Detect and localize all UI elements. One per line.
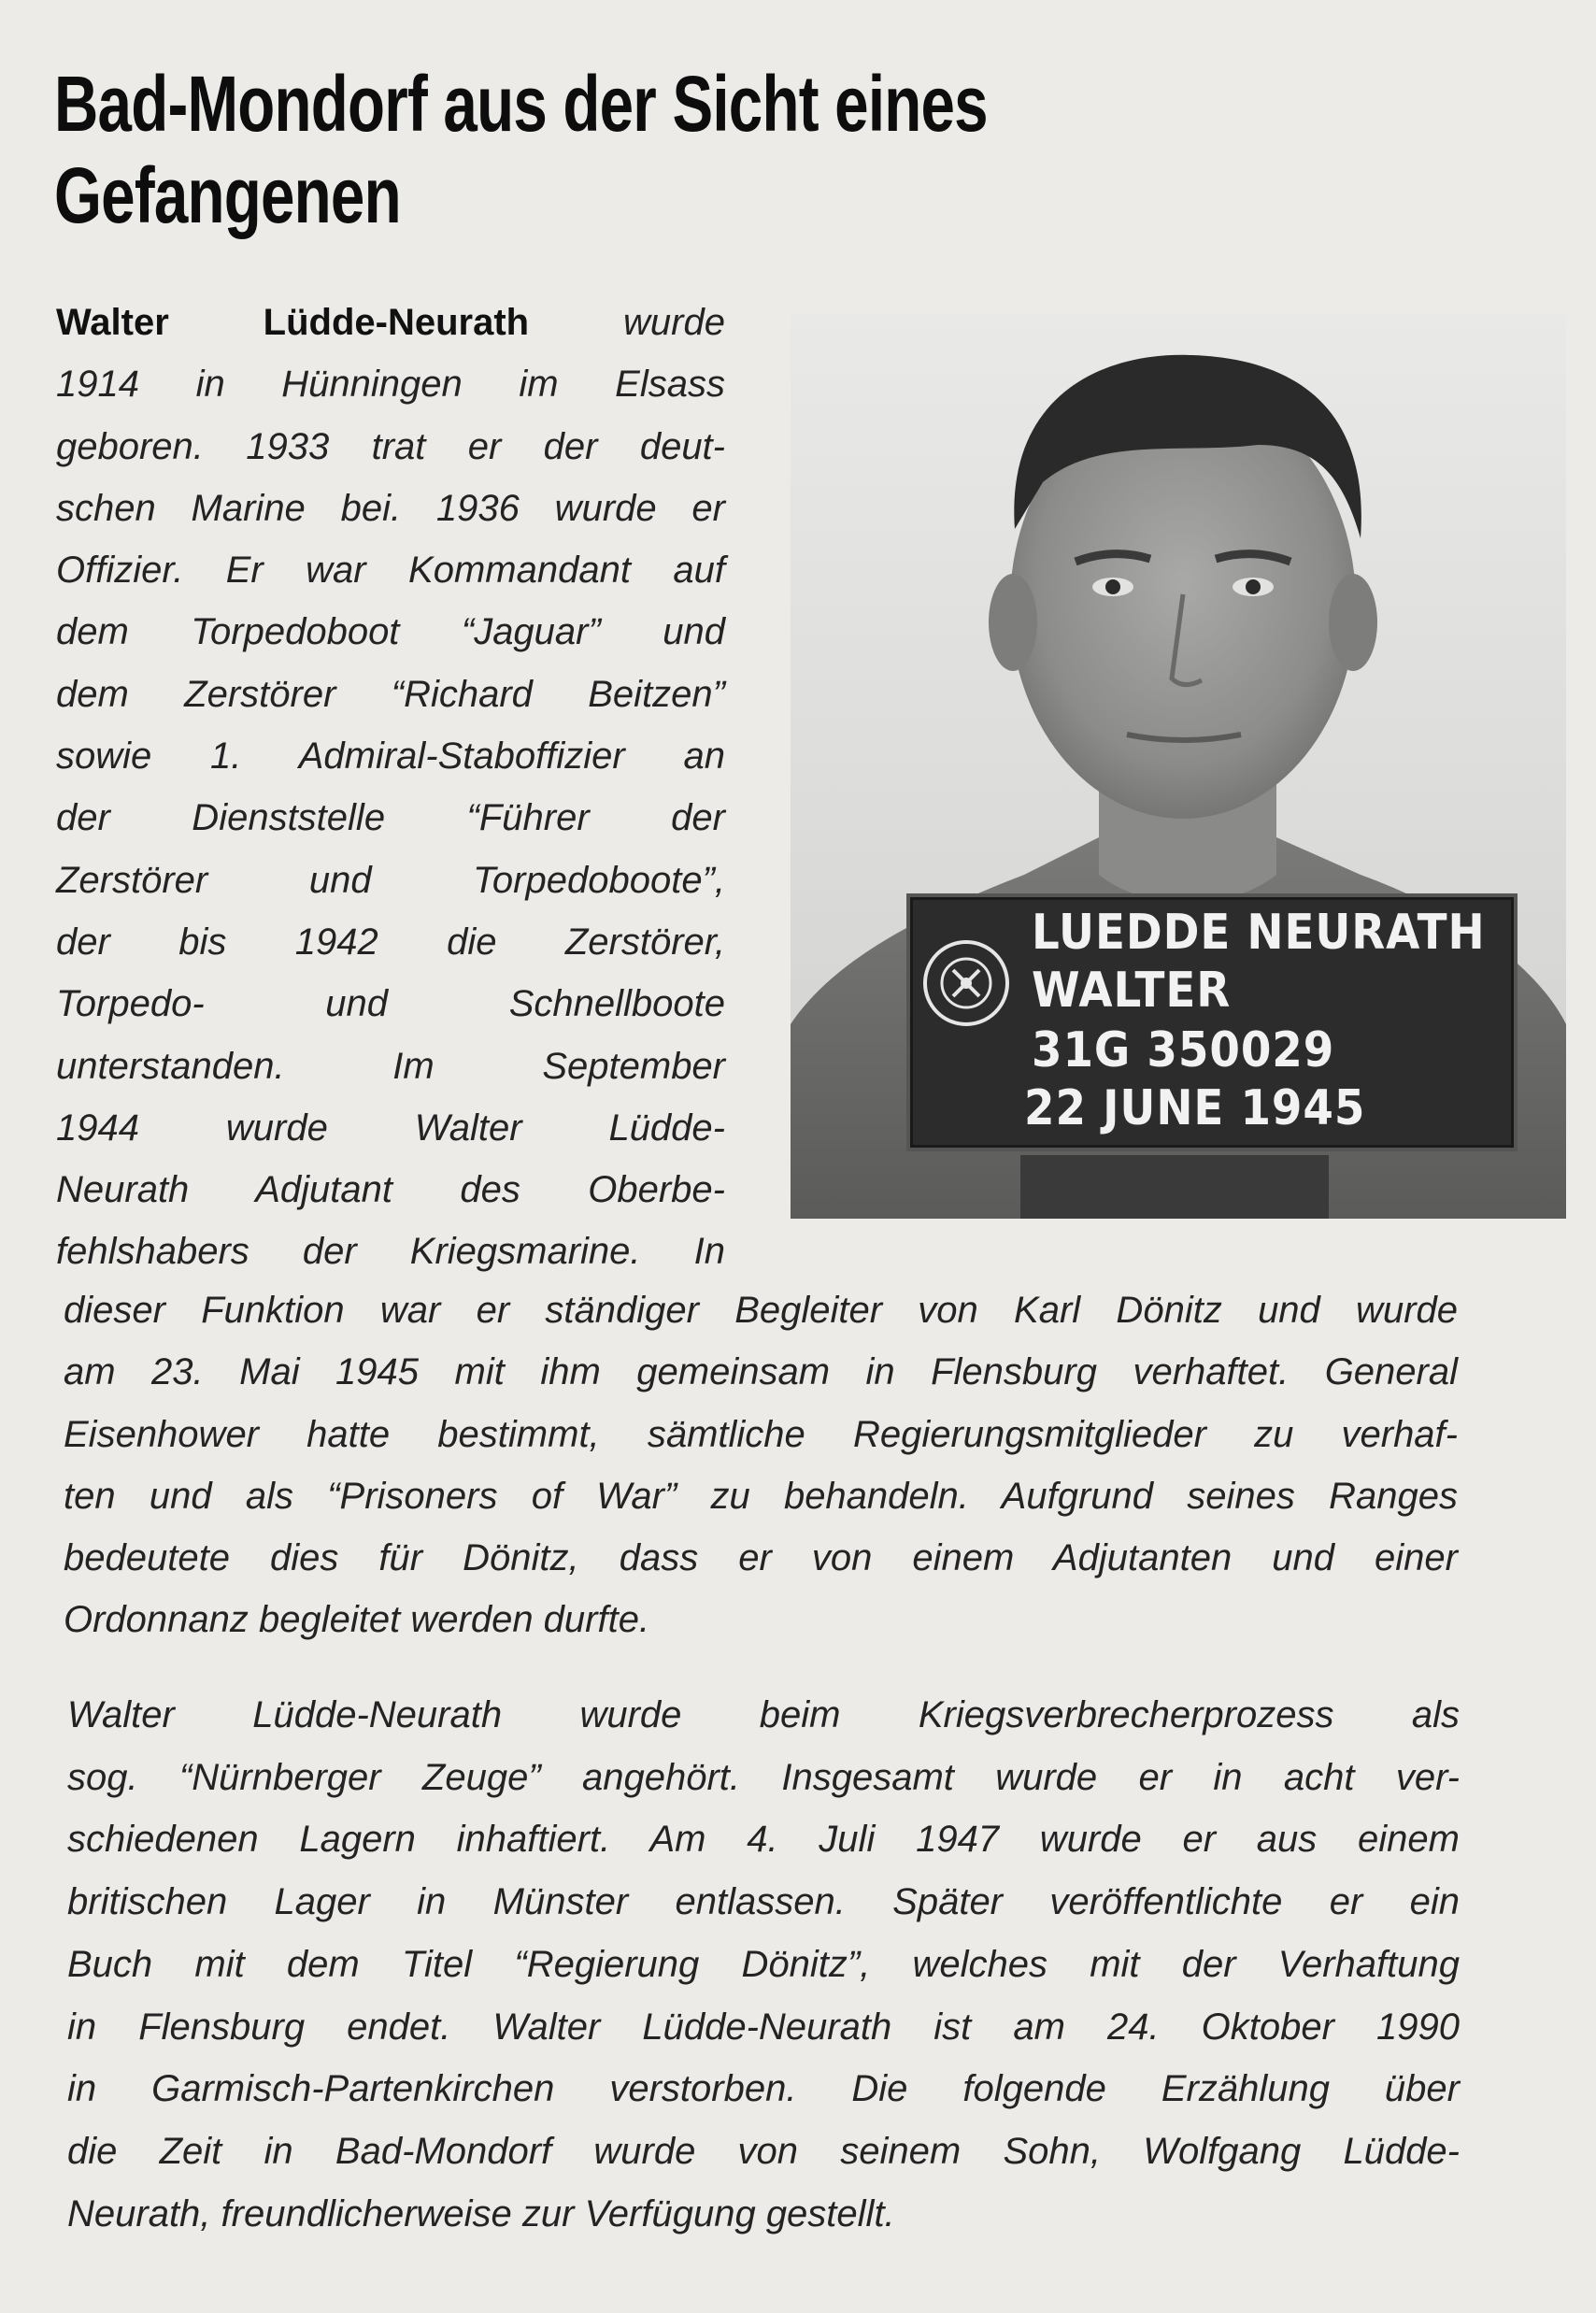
continuation-line: Ordonnanz begleitet werden durfte. <box>64 1599 650 1641</box>
page-title <box>54 58 1002 241</box>
second-paragraph <box>67 1684 1460 2245</box>
placard-firstname: WALTER <box>1032 963 1232 1019</box>
intro-line: unterstanden. Im September <box>56 1045 725 1087</box>
id-placard <box>906 893 1518 1151</box>
intro-line: sowie 1. Admiral-Staboffizier an <box>56 735 725 778</box>
paragraph-line: Neurath, freundlicherweise zur Verfügung gestellt. <box>67 2192 895 2234</box>
paragraph-line: Buch mit dem Titel “Regierung Dönitz”, welches mit der Verhaftung <box>67 1943 1460 1985</box>
intro-column <box>56 292 725 1283</box>
intro-line: geboren. 1933 trat er der deut- <box>56 425 725 467</box>
continuation-line: Eisenhower hatte bestimmt, sämtliche Regierungsmitglieder zu verhaf- <box>64 1413 1458 1455</box>
paragraph-line: in Garmisch-Partenkirchen verstorben. Die folgende Erzählung über <box>67 2068 1460 2110</box>
intro-line: Offizier. Er war Kommandant auf <box>56 550 725 592</box>
intro-first-line-rest: wurde <box>623 302 725 343</box>
placard-date: 22 JUNE 1945 <box>1024 1080 1366 1136</box>
paragraph-line: schiedenen Lagern inhaftiert. Am 4. Juli 1947 wurde er aus einem <box>67 1819 1460 1861</box>
placard-number: 31G 350029 <box>1032 1022 1335 1078</box>
intro-line: der bis 1942 die Zerstörer, <box>56 921 725 963</box>
placard-surname: LUEDDE NEURATH <box>1032 905 1486 961</box>
intro-line: dem Torpedoboot “Jaguar” und <box>56 611 725 653</box>
signal-corps-seal-icon <box>921 938 1011 1028</box>
title-line-1: Bad-Mondorf aus der Sicht eines <box>54 60 988 148</box>
intro-line: 1944 wurde Walter Lüdde- <box>56 1107 725 1149</box>
intro-line: Neurath Adjutant des Oberbe- <box>56 1169 725 1211</box>
intro-line: schen Marine bei. 1936 wurde er <box>56 487 725 529</box>
paragraph-line: sog. “Nürnberger Zeuge” angehört. Insgesamt wurde er in acht ver- <box>67 1756 1460 1798</box>
continuation-line: ten und als “Prisoners of War” zu behandeln. Aufgrund seines Ranges <box>64 1475 1458 1517</box>
intro-line: Zerstörer und Torpedoboote”, <box>56 859 725 901</box>
intro-line: 1914 in Hünningen im Elsass <box>56 364 725 406</box>
paragraph-line: britischen Lager in Münster entlassen. Später veröffentlichte er ein <box>67 1881 1460 1923</box>
intro-line: fehlshabers der Kriegsmarine. In <box>56 1231 725 1273</box>
paragraph-line: die Zeit in Bad-Mondorf wurde von seinem Sohn, Wolfgang Lüdde- <box>67 2130 1460 2172</box>
continuation-line: am 23. Mai 1945 mit ihm gemeinsam in Flensburg verhaftet. General <box>64 1351 1458 1393</box>
mugshot-photo <box>791 314 1566 1219</box>
continuation-paragraph <box>64 1279 1458 1651</box>
person-name: Walter Lüdde-Neurath <box>56 302 530 343</box>
continuation-line: dieser Funktion war er ständiger Begleiter von Karl Dönitz und wurde <box>64 1290 1458 1331</box>
continuation-line: bedeutete dies für Dönitz, dass er von einem Adjutanten und einer <box>64 1537 1458 1579</box>
intro-line <box>56 292 725 353</box>
paragraph-line: in Flensburg endet. Walter Lüdde-Neurath ist am 24. Oktober 1990 <box>67 2006 1460 2048</box>
paragraph-line: Walter Lüdde-Neurath wurde beim Kriegsverbrecherprozess als <box>67 1694 1460 1735</box>
placard-holder <box>1020 1155 1329 1219</box>
intro-line: dem Zerstörer “Richard Beitzen” <box>56 673 725 715</box>
intro-line: Torpedo- und Schnellboote <box>56 983 725 1025</box>
title-line-2: Gefangenen <box>54 151 401 239</box>
intro-line: der Dienststelle “Führer der <box>56 797 725 839</box>
